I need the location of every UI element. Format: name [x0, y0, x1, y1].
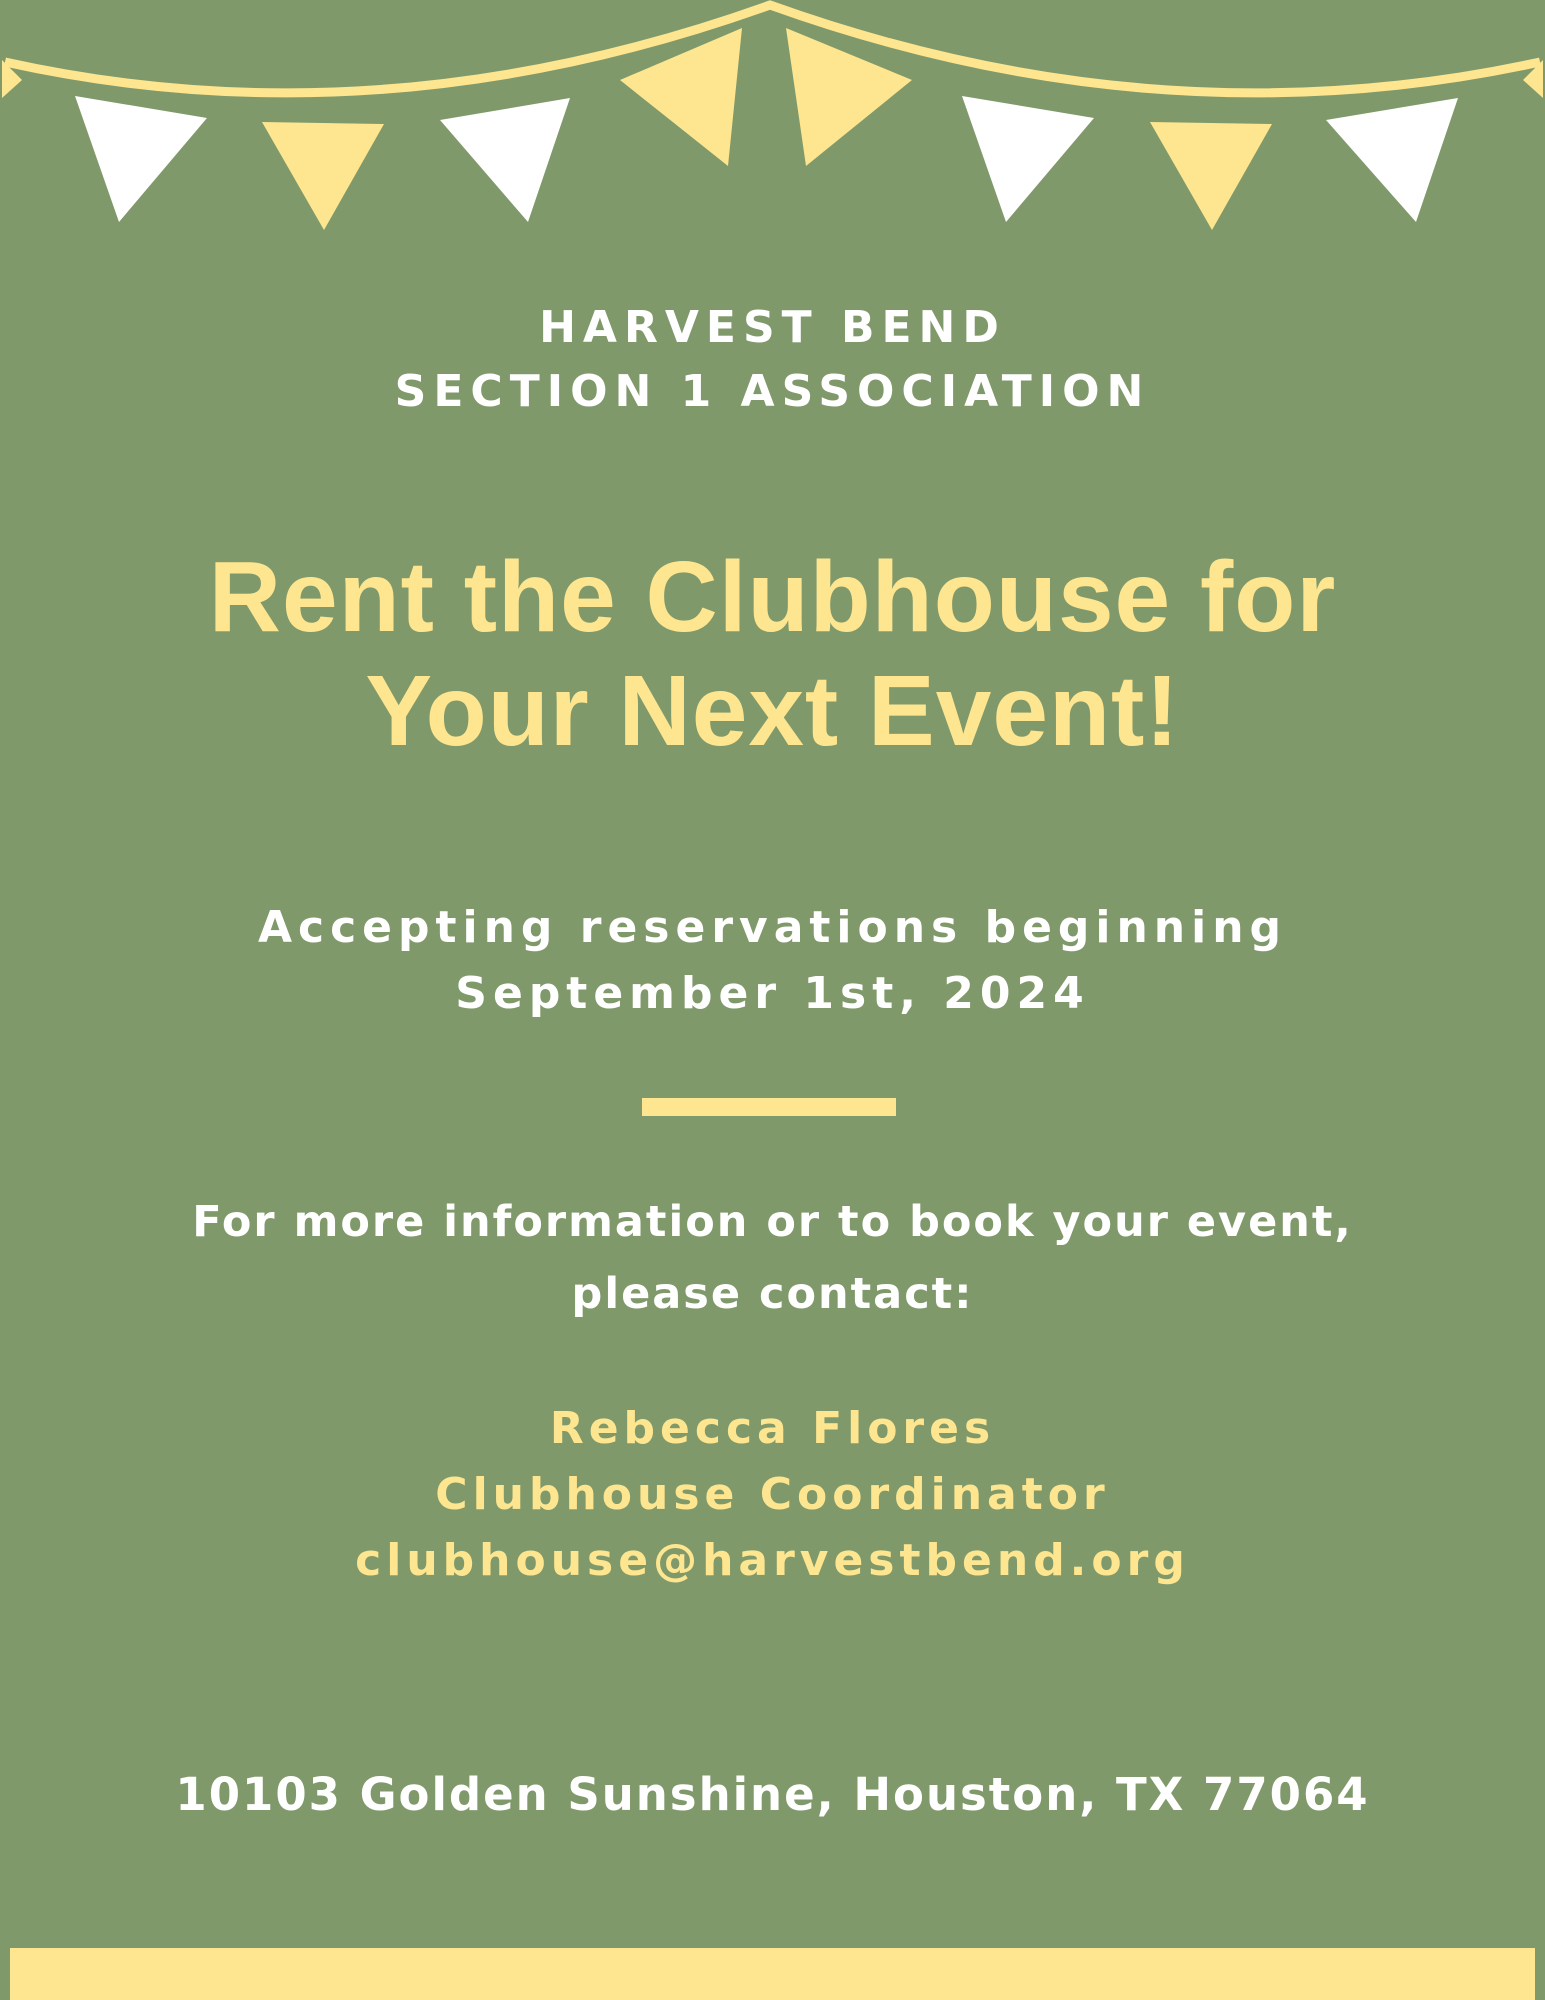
page-title [0, 540, 1545, 768]
bunting-flag [1326, 98, 1458, 222]
bottom-bar [10, 1948, 1535, 2000]
info-text [0, 1186, 1545, 1330]
clubhouse-address: 10103 Golden Sunshine, Houston, TX 77064 [175, 1768, 1370, 1821]
info-text-line2: please contact: [571, 1269, 974, 1319]
info-text-line1: For more information or to book your event, [192, 1197, 1353, 1247]
bunting-flag [962, 96, 1094, 222]
bunting-banner [0, 0, 1545, 240]
contact-block [0, 1396, 1545, 1594]
section-divider [642, 1098, 896, 1116]
bunting-flag [786, 28, 912, 166]
reservation-notice-line2: September 1st, 2024 [455, 968, 1090, 1019]
bunting-flag [1150, 122, 1272, 230]
association-name-line2: SECTION 1 ASSOCIATION [394, 366, 1151, 417]
bunting-flag [262, 122, 384, 230]
reservation-notice [0, 895, 1545, 1027]
bunting-flag [440, 98, 570, 222]
page-title-line2: Your Next Event! [365, 655, 1180, 767]
bunting-flag [75, 96, 207, 222]
reservation-notice-line1: Accepting reservations beginning [257, 902, 1288, 953]
association-name [0, 296, 1545, 424]
contact-name: Rebecca Flores [549, 1403, 996, 1454]
contact-email[interactable]: clubhouse@harvestbend.org [355, 1535, 1190, 1586]
association-name-line1: HARVEST BEND [539, 302, 1006, 353]
page-title-line1: Rent the Clubhouse for [208, 541, 1337, 653]
bunting-string [5, 5, 1540, 93]
contact-title: Clubhouse Coordinator [435, 1469, 1110, 1520]
